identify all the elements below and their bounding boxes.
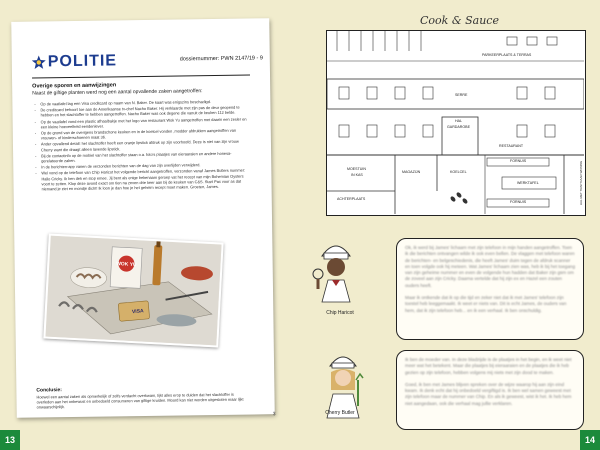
map-label-achterplaats: ACHTERPLAATS — [337, 197, 366, 201]
police-logo-text: POLITIE — [47, 52, 118, 71]
map-label-hal: HAL — [455, 119, 462, 123]
police-star-icon — [32, 55, 46, 69]
footprints-icon — [450, 191, 469, 204]
map-label-fornuis-bottom: FORNUIS — [510, 200, 527, 204]
police-logo — [32, 52, 117, 71]
right-page — [300, 0, 600, 450]
map-title: Cook & Sauce — [420, 14, 499, 27]
floor-plan — [326, 30, 586, 216]
map-label-serre: SERRE — [455, 93, 468, 97]
dossier-number: dossiernummer: PWN 2147/19 - 9 — [179, 55, 263, 63]
map-label-side-hall: HAL MET TRAP NAAR WONING — [579, 160, 584, 206]
speech-bubble-chip — [396, 238, 584, 340]
list-item: - Op de vaatlafel vond een plastic afhaalbakje met het logo van restaurant Wok Yu aangetroffen met daarin een zesler en een kleine hoeveelheid eendenlever. — [35, 116, 249, 129]
conclusion-title: Conclusie: — [36, 387, 63, 394]
report-page-number: 3 — [272, 411, 276, 418]
list-item: - In de berichten-app vanen de verzonden berichten van de dag van zijn overlijden verwijderd. — [35, 162, 249, 170]
chip-statement-1: Ok, ik werd bij James' lichaam met zijn telefoon in mijn handen aangetroffen. Toen ik die berichten ontvangen wilde ik ook even bellen. De vlaggen met telefoon waren de berichten- en belgeschiedenis, die heeft James' duim tegen de afdruk scanner en toen volgde ook hij meteen. Wat James' lichaam zien was, heb ik bij het toegang van zijn geheime nummer en even de volgende hun hadden dat Baker zijn gsm om de zoveel aan zijn Cricky. Daarna vertelde dat hij zijn ex en Hazel een zouten ouders heeft. — [405, 245, 576, 288]
map-label-magazijn: MAGAZIJN — [402, 170, 421, 174]
map-label-fornuis-top: FORNUIS — [510, 159, 527, 163]
report-subheading: Naast de giftige planten werd nog een aantal opvallende zaken aangetroffen: — [32, 88, 203, 97]
map-label-werktafel: WERKTAFEL — [517, 181, 539, 185]
police-report — [11, 18, 275, 418]
header-divider — [32, 74, 250, 78]
page-number-badge: 14 — [580, 430, 600, 450]
list-item: - Bij de contactinfo op de mobiel van het slachtoffer staan o.a. foto's plaatjes van eieraaraien en andere honesa-gerelateerde zaken. — [35, 150, 249, 163]
map-label-gardarobe: GARDAROBE — [447, 125, 470, 129]
evidence-photo — [43, 233, 223, 347]
list-item: - De creditcard behoort toe aan de Amerikaanse tv-chef Nacho Baker. Hij verklaarde met zijn pas de deur geopend te hebben en het slachtoffer te hebben aangetroffen. Nacho Baker was ook degene die vanuit de keuken 112 belde. — [34, 105, 248, 118]
list-item: - Wel vond op de telefoon van Chip Haricot het volgende bericht aangetroffen, verzonden vanaf James Butlers nummer: Hallo Cricky. Ik ben dek en stop emee. Jij bent als enige bekenaam geroep vat het recept van mijn Bohemian Oysters voort te zetten. Klop deze avond exact om tien na zeven drie keer aan bij de keuken van C&S. Start Pax voor as dat niemand je ziet en mondje dicht! Ik loon je dan hoe je het geheim recept moet maken. Groeten, James. — [35, 168, 249, 192]
map-label-restaurant: RESTAURANT — [499, 144, 524, 148]
map-label-in-kas: IN KAS — [351, 173, 363, 177]
page-number-badge: 13 — [0, 430, 20, 450]
report-heading: Overige sporen en aanwijzingen — [32, 82, 117, 90]
map-label-moestuin: MOESTUIN — [347, 167, 366, 171]
bag-label: WOK YU — [115, 261, 137, 269]
cherry-statement-2: Goed, ik ben met James blijven spreken over de wijze waarop hij aan zijn eind kwam. Ik denk echt dat hij onbedoeld vergiftigd is. Ik ben wel samen geweest met zijn telefoon maar de nummer van Chip. En als ik geweest, wist ik het. Ik heb hem niet aangedaan, ook die verhaal mag jullie verklaren. — [405, 381, 572, 406]
character-name: Cherry Butler — [325, 410, 355, 416]
speech-bubble-cherry — [396, 350, 584, 430]
map-label-parking: PARKEERPLAATS & TERRAS — [482, 53, 532, 57]
list-item: - Op de vaatlafel lag een Visa creditcard op naam van N. Baker. De kaart was enigszins beschadigd. — [34, 99, 248, 107]
list-item: - Op de grond van de overigens brandschone keuken en in de koelcel vonden ,modder afdrukken aangetroffen van vrouwen- of kinderschoenen maat 36. — [35, 128, 249, 141]
chip-haricot-illustration — [310, 236, 362, 306]
chip-statement-2: Maar ik ontkende dat ik op die tijd en zeker niet dat ik met James' telefoon zijn toestel heb leeggemaakt. Ik weet er niets van. Dit is echt James, de ouders van hem, dat ik zijn telefoon heb... en ik een verhaal. Ik ben onschuldig. — [405, 295, 567, 313]
map-label-koelcel: KOELCEL — [450, 170, 467, 174]
list-item: - Ander opvallend detail: het slachtoffer heeft een oranje lipstick afdruk op zijn voorhoofd. Deze is niet van zijn vrouw Cherry want die draagt alleen lavende lipstick. — [35, 139, 249, 152]
character-name: Chip Haricot — [326, 310, 354, 316]
findings-list — [34, 99, 249, 193]
card-label: VISA — [131, 308, 144, 316]
cherry-statement-1: Ik ben de moeder van. In deze bladzijde is de plaatjes in het begin, en ik weet niet meer wat het betekent. Maar die plaatjes bij eieraaraien en de plaatjes die ik heb gezien op zijn telefoon, hebben volgens mij niets met zijn dood te maken. — [405, 357, 572, 375]
evidence-illustration — [45, 236, 223, 348]
conclusion-text: Hoewel een aantal zaken als opmerkelijk of zelfs verdacht overkwam, lijkt alles erop te duiden dat het slachtoffer is overleden aan het onbewust en onbedoeld consumeren van giftige kruiden. Moord kan niet worden uitgesloten maar lijkt onwaarschijnlijk. — [36, 391, 244, 410]
